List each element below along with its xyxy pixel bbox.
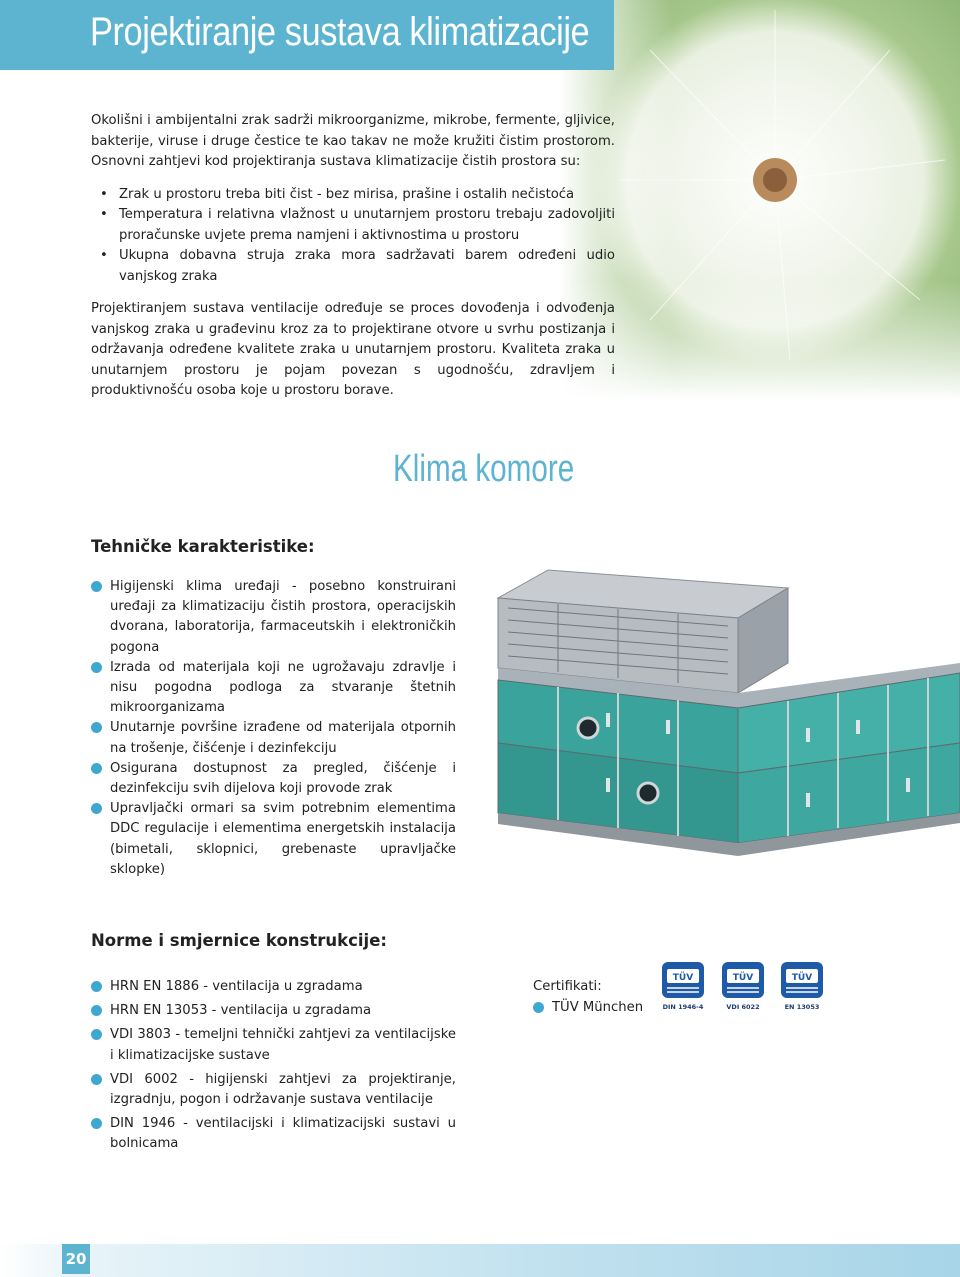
list-item: • Ukupna dobavna struja zraka mora sadržavati barem određeni udio vanjskog zraka — [100, 248, 615, 284]
technical-heading: Tehničke karakteristike: — [91, 537, 315, 556]
intro-section — [91, 111, 615, 402]
bullet-icon — [91, 722, 102, 733]
norms-list — [91, 977, 456, 1155]
intro-paragraph-1: Okolišni i ambijentalni zrak sadrži mikroorganizme, mikrobe, fermente, gljivice, bakterije, viruse i druge čestice te kao takav ne može kružiti čistim prostorom. Osnovni zahtjevi kod projektiranja sustava klimatizacije čistih prostora su: — [91, 113, 615, 169]
bullet-icon — [91, 981, 102, 992]
list-item: Higijenski klima uređaji - posebno konstruirani uređaji za klimatizaciju čistih prostora, operacijskih dvorana, laboratorija, farmaceutskih i elektroničkih pogona — [91, 577, 456, 658]
page-title: Projektiranje sustava klimatizacije — [90, 10, 590, 54]
bullet-icon — [91, 803, 102, 814]
bullet-icon — [91, 581, 102, 592]
tuv-badge-din-mark: TÜV — [672, 973, 694, 983]
list-item: • Zrak u prostoru treba biti čist - bez mirisa, prašine i ostalih nečistoća — [91, 185, 615, 206]
list-item: • Temperatura i relativna vlažnost u unutarnjem prostoru trebaju zadovoljiti proračunske uvjete prema namjeni i aktivnostima u prostoru — [100, 207, 615, 243]
bullet-icon — [91, 763, 102, 774]
list-item: DIN 1946 - ventilacijski i klimatizacijski sustavi u bolnicama — [91, 1114, 456, 1154]
tuv-badge-en-mark: TÜV — [791, 973, 813, 983]
footer-bar — [0, 1244, 960, 1277]
bullet-icon — [91, 1005, 102, 1016]
requirements-list — [91, 185, 615, 288]
certificates-block — [533, 977, 643, 1018]
bullet-icon — [91, 1074, 102, 1085]
tuv-badge-en — [780, 961, 824, 1013]
list-item: Osigurana dostupnost za pregled, čišćenje i dezinfekciju svih dijelova koji provode zrak — [91, 759, 456, 799]
intro-paragraph-2: Projektiranjem sustava ventilacije određuje se proces dovođenja i odvođenja vanjskog zraka u građevinu kroz za to projektirane otvore u svrhu postizanja i održavanja određene kvalitete zraka u unutarnjem prostoru. Kvaliteta zraka u unutarnjem prostoru je pojam povezan s ugodnošću, zdravljem i produktivnošću osoba koje u prostoru borave. — [91, 301, 615, 398]
list-item: HRN EN 1886 - ventilacija u zgradama — [91, 977, 456, 997]
air-handling-unit-photo — [488, 568, 960, 868]
list-item: HRN EN 13053 - ventilacija u zgradama — [91, 1001, 456, 1021]
bullet-dot-icon: • — [100, 207, 108, 222]
tuv-badge-en-code: EN 13053 — [784, 1003, 820, 1011]
tuv-badge-vdi-code: VDI 6022 — [726, 1003, 760, 1011]
section-title: Klima komore — [393, 448, 575, 490]
bullet-icon — [91, 662, 102, 673]
tuv-badge-vdi-mark: TÜV — [732, 973, 754, 983]
certificates-label: Certifikati: — [533, 979, 602, 994]
technical-list — [91, 577, 456, 880]
header-bar — [0, 0, 614, 70]
list-item: Izrada od materijala koji ne ugrožavaju zdravlje i nisu pogodna podloga za stvaranje štetnih mikroorganizama — [91, 658, 456, 719]
dandelion-photo — [560, 0, 960, 400]
list-item: Upravljački ormari sa svim potrebnim elementima DDC regulacije i elementima energetskih instalacija (bimetali, sklopnici, grebenaste upravljačke sklopke) — [91, 799, 456, 880]
tuv-badge-din-code: DIN 1946-4 — [662, 1003, 704, 1011]
certificate-issuer: TÜV München — [533, 998, 643, 1019]
bullet-icon — [91, 1118, 102, 1129]
bullet-icon — [91, 1029, 102, 1040]
bullet-dot-icon: • — [100, 248, 108, 263]
list-item: Unutarnje površine izrađene od materijala otpornih na trošenje, čišćenje i dezinfekciju — [91, 718, 456, 758]
bullet-dot-icon: • — [100, 186, 108, 202]
norms-heading: Norme i smjernice konstrukcije: — [91, 931, 387, 950]
list-item: VDI 6002 - higijenski zahtjevi za projektiranje, izgradnju, pogon i održavanje sustava ventilacije — [91, 1070, 456, 1110]
list-item: VDI 3803 - temeljni tehnički zahtjevi za ventilacijske i klimatizacijske sustave — [91, 1025, 456, 1065]
tuv-badge-din — [661, 961, 705, 1013]
bullet-icon — [533, 1002, 544, 1013]
tuv-badge-vdi — [721, 961, 765, 1013]
page-number: 20 — [62, 1244, 90, 1274]
